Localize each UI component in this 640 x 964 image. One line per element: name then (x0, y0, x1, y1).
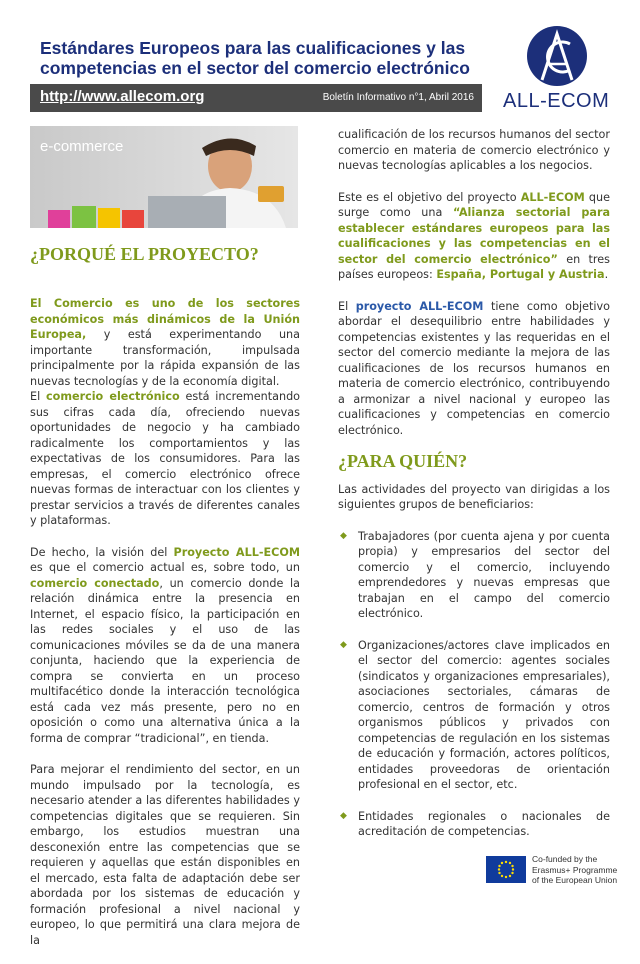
title-line-2: competencias en el sector del comercio electrónico (40, 58, 470, 78)
hero-label: e-commerce (40, 138, 124, 155)
highlight-text: “Alianza sectorial para establecer estándares europeos para las cualificaciones y las competencias en el sector del comercio electrónico” (338, 206, 611, 266)
page-title (40, 38, 490, 78)
list-item (338, 529, 610, 622)
highlight-text: El Comercio es uno de los sectores económicos más dinámicos de la Unión Europea, (30, 297, 300, 341)
eu-line: Co-funded by the (532, 854, 598, 864)
list-item-text: Entidades regionales o nacionales de acreditación de competencias. (358, 809, 610, 838)
eu-line: of the European Union (532, 875, 618, 885)
website-link[interactable]: http://www.allecom.org (40, 88, 205, 105)
body-text: y está experimentando una importante transformación, impulsada principalmente por la rápida expansión de las nuevas tecnologías y de la economía digital. (30, 328, 300, 388)
paragraph: Para mejorar el rendimiento del sector, en un mundo impulsado por la tecnología, es necesario atender a las diferentes habilidades y competencias digitales que se requieren. Sin embargo, los estudios muestran una desconexión entre las competencias que se requieren y aquellas que están disponibles en el mercado, esta falta de adaptación debe ser abordada por los sistemas de educación y formación profesional a nivel nacional y europeo, lo que permitirá una clara mejora de la (30, 763, 300, 947)
body-text: El (30, 390, 46, 403)
eu-cofunding-badge (486, 854, 626, 886)
paragraph (338, 190, 610, 283)
left-column (30, 296, 300, 964)
diamond-bullet-icon: ◆ (340, 530, 347, 541)
list-item (338, 638, 610, 793)
body-text: en tres países europeos: (338, 252, 610, 281)
body-text: está incrementando sus cifras cada día, ofreciendo nuevas oportunidades de negocio y ha cambiado radicalmente los comportamientos y las expectativas de los consumidores. Para las empresas, el comercio electrónico ofrece nuevas formas de interactuar con los clientes y prestar servicios a través de diferentes canales y plataformas. (30, 390, 301, 527)
paragraph (30, 545, 300, 747)
eu-cofunding-text (532, 854, 617, 886)
list-item (338, 809, 610, 840)
hero-image (30, 126, 298, 228)
diamond-bullet-icon: ◆ (340, 810, 347, 821)
url-bar (30, 84, 482, 112)
body-text: Este es el objetivo del proyecto (338, 190, 521, 204)
paragraph (30, 296, 300, 529)
section-heading-for-whom: ¿PARA QUIÉN? (338, 451, 468, 471)
highlight-text: proyecto ALL-ECOM (355, 299, 484, 313)
paragraph (338, 299, 610, 439)
paragraph: Las actividades del proyecto van dirigidas a los siguientes grupos de beneficiarios: (338, 482, 610, 511)
highlight-text: ALL-ECOM (520, 190, 585, 204)
body-text: . (604, 268, 609, 281)
beneficiaries-list (338, 529, 610, 840)
paragraph: cualificación de los recursos humanos del sector comercio en materia de comercio electrónico y nuevas tecnologías aplicables a los negocios. (338, 128, 610, 172)
highlight-text: comercio electrónico (46, 390, 180, 403)
body-text: que surge como una (338, 190, 610, 219)
body-text: es que el comercio actual es, sobre todo, un (30, 561, 300, 574)
eu-line: Erasmus+ Programme (532, 864, 618, 875)
body-text: De hecho, la visión del (30, 545, 174, 559)
body-text: , un comercio donde la relación dinámica entre la presencia en Internet, el espacio físico, la participación en las redes sociales y el uso de las comunicaciones móviles se da de una manera conjunta, haciendo que la experiencia de compra se convierta en un proceso multifacético donde la interacción tecnológica está cada vez más presente, pero no en oposición o como una alternativa única a la forma de comprar “tradicional”, en tienda. (30, 576, 300, 745)
list-item-text: Organizaciones/actores clave implicados en el sector del comercio: agentes sociales (sindicatos y organizaciones empresariales), asociaciones sectoriales, cámaras de comercio, centros de formación y otros organismos públicos y privados con competencias de regulación en los sistemas de educación y formación, actores políticos, entidades proveedoras de orientación profesional en el sector, etc. (358, 638, 610, 791)
bulletin-label: Boletín Informativo n°1, Abril 2016 (322, 92, 474, 103)
body-text: tiene como objetivo abordar el desequilibrio entre habilidades y competencias existentes y las requeridas en el sector del comercio mediante la mejora de las cualificaciones de los recursos humanos en materia de comercio electrónico, contribuyendo a armonizar a nivel nacional y europeo las cualificaciones y competencias en comercio electrónico. (338, 299, 610, 437)
section-heading-why: ¿PORQUÉ EL PROYECTO? (30, 244, 259, 264)
title-line-1: Estándares Europeos para las cualificaciones y las (40, 38, 466, 58)
right-column (338, 127, 610, 856)
highlight-text: comercio conectado (30, 576, 160, 590)
eu-flag-icon (486, 856, 526, 883)
logo-wordmark: ALL-ECOM (503, 90, 610, 112)
diamond-bullet-icon: ◆ (340, 639, 347, 650)
highlight-text: Proyecto ALL-ECOM (173, 545, 300, 559)
highlight-text: España, Portugal y Austria (436, 268, 605, 281)
body-text: El (338, 299, 356, 313)
list-item-text: Trabajadores (por cuenta ajena y por cuenta propia) y empresarios del sector del comercio y el comercio, incluyendo emprendedores y nuevas empresas que trabajan en el campo del comercio electrónico. (358, 529, 610, 620)
